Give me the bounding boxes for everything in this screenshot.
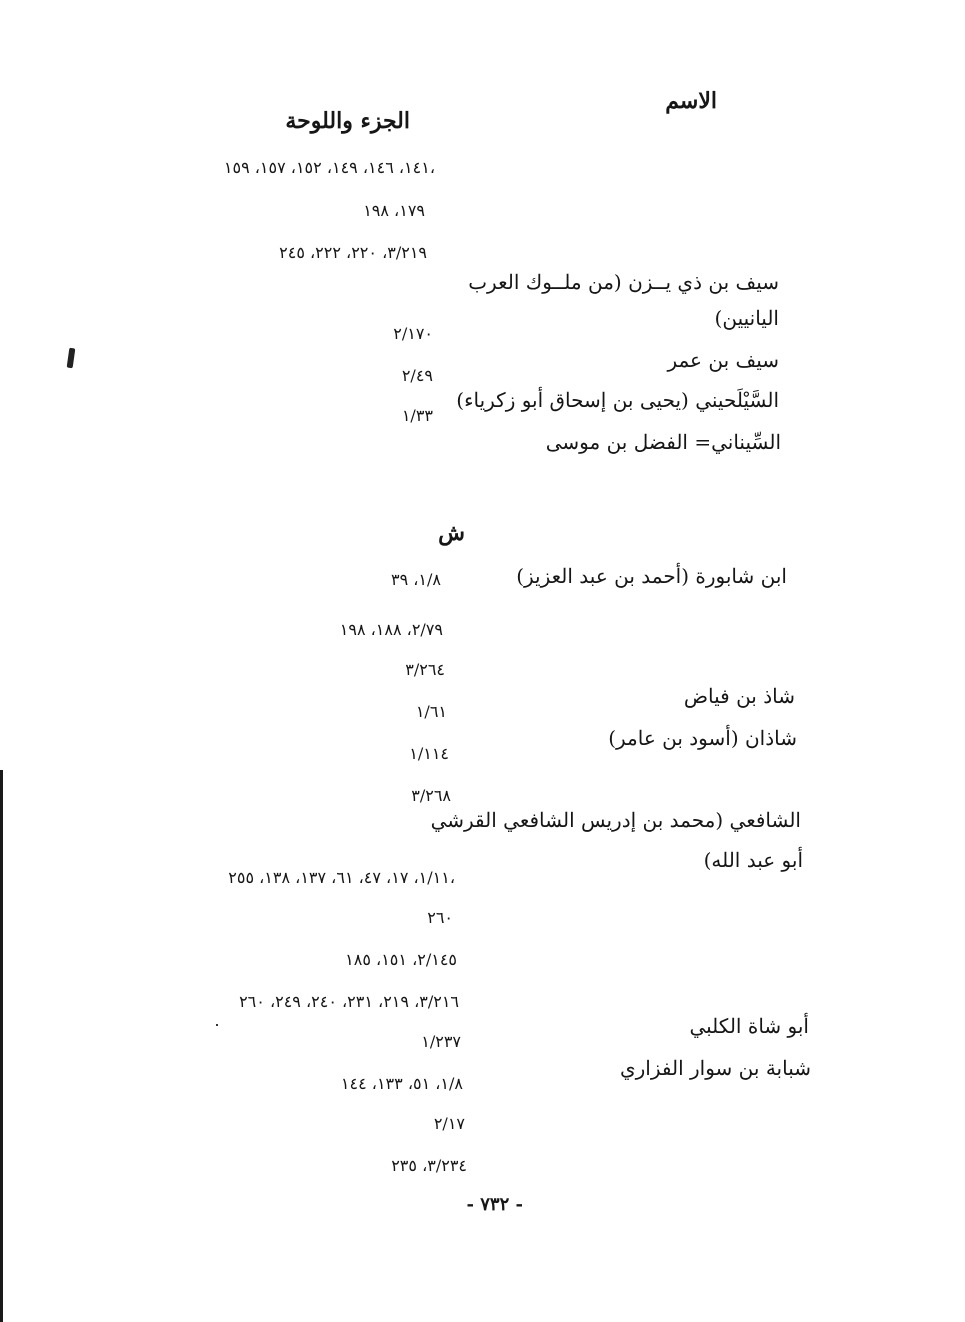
ref-line: ١/٣٣	[401, 406, 433, 425]
ref-line: ٢/١٧	[433, 1114, 465, 1133]
page-number: - ٧٣٢ -	[466, 1194, 523, 1215]
ref-line: ١/١١٤	[409, 744, 449, 763]
ref-line: ٢/٧٩، ١٨٨، ١٩٨	[339, 620, 443, 639]
scan-edge-rule	[0, 770, 3, 1322]
ref-line: ٢٦٠	[427, 908, 453, 927]
name-entry: أبو شاة الكلبي	[689, 1014, 809, 1038]
name-entry: شاذان (أسود بن عامر)	[608, 726, 797, 750]
ref-line: ٣/٢٣٤، ٢٣٥	[391, 1156, 467, 1175]
ref-line: ٣/٢١٦، ٢١٩، ٢٣١، ٢٤٠، ٢٤٩، ٢٦٠	[239, 992, 459, 1011]
name-entry-continued: اليانيين)	[714, 306, 779, 330]
name-entry: السِّيناني= الفضل بن موسى	[545, 430, 781, 454]
name-entry: شبابة بن سوار الفزاري	[619, 1056, 811, 1080]
name-entry: سيف بن عمر	[667, 348, 779, 372]
ref-line: ٣/٢١٩، ٢٢٠، ٢٢٢، ٢٤٥	[279, 243, 427, 262]
scan-speck	[67, 348, 76, 369]
ref-line: ١/٨، ٣٩	[390, 570, 441, 589]
ref-line: ٢/٤٩	[401, 366, 433, 385]
ref-line: ١/٨، ٥١، ١٣٣، ١٤٤	[340, 1074, 463, 1093]
header-refs-column: الجزء واللوحة	[285, 108, 410, 134]
name-entry: السَّيْلَحيني (يحيى بن إسحاق أبو زكرياء)	[456, 388, 779, 412]
name-entry: الشافعي (محمد بن إدريس الشافعي القرشي	[430, 808, 801, 832]
ref-line: ١/١١، ١٧، ٤٧، ٦١، ١٣٧، ١٣٨، ٢٥٥،	[228, 868, 455, 887]
name-entry: ابن شابورة (أحمد بن عبد العزيز)	[516, 564, 787, 588]
ref-line: ١/٦١	[415, 702, 447, 721]
ref-line: ٢/١٤٥، ١٥١، ١٨٥	[345, 950, 457, 969]
header-name-column: الاسم	[665, 88, 717, 114]
ref-line: ١/٢٣٧	[421, 1032, 461, 1051]
ref-line: ٢/١٧٠	[393, 324, 433, 343]
scan-speck	[216, 1024, 218, 1026]
section-letter: ش	[438, 520, 465, 546]
name-entry-continued: أبو عبد الله)	[703, 848, 803, 872]
ref-line: ٣/٢٦٨	[411, 786, 451, 805]
ref-line: ١٧٩، ١٩٨	[363, 201, 425, 220]
name-entry: شاذ بن فياض	[683, 684, 795, 708]
ref-line: ٣/٢٦٤	[405, 660, 445, 679]
ref-line: ١٤١، ١٤٦، ١٤٩، ١٥٢، ١٥٧، ١٥٩،	[223, 158, 435, 177]
name-entry: سيف بن ذي يــزن (من ملــوك العرب	[468, 270, 779, 294]
